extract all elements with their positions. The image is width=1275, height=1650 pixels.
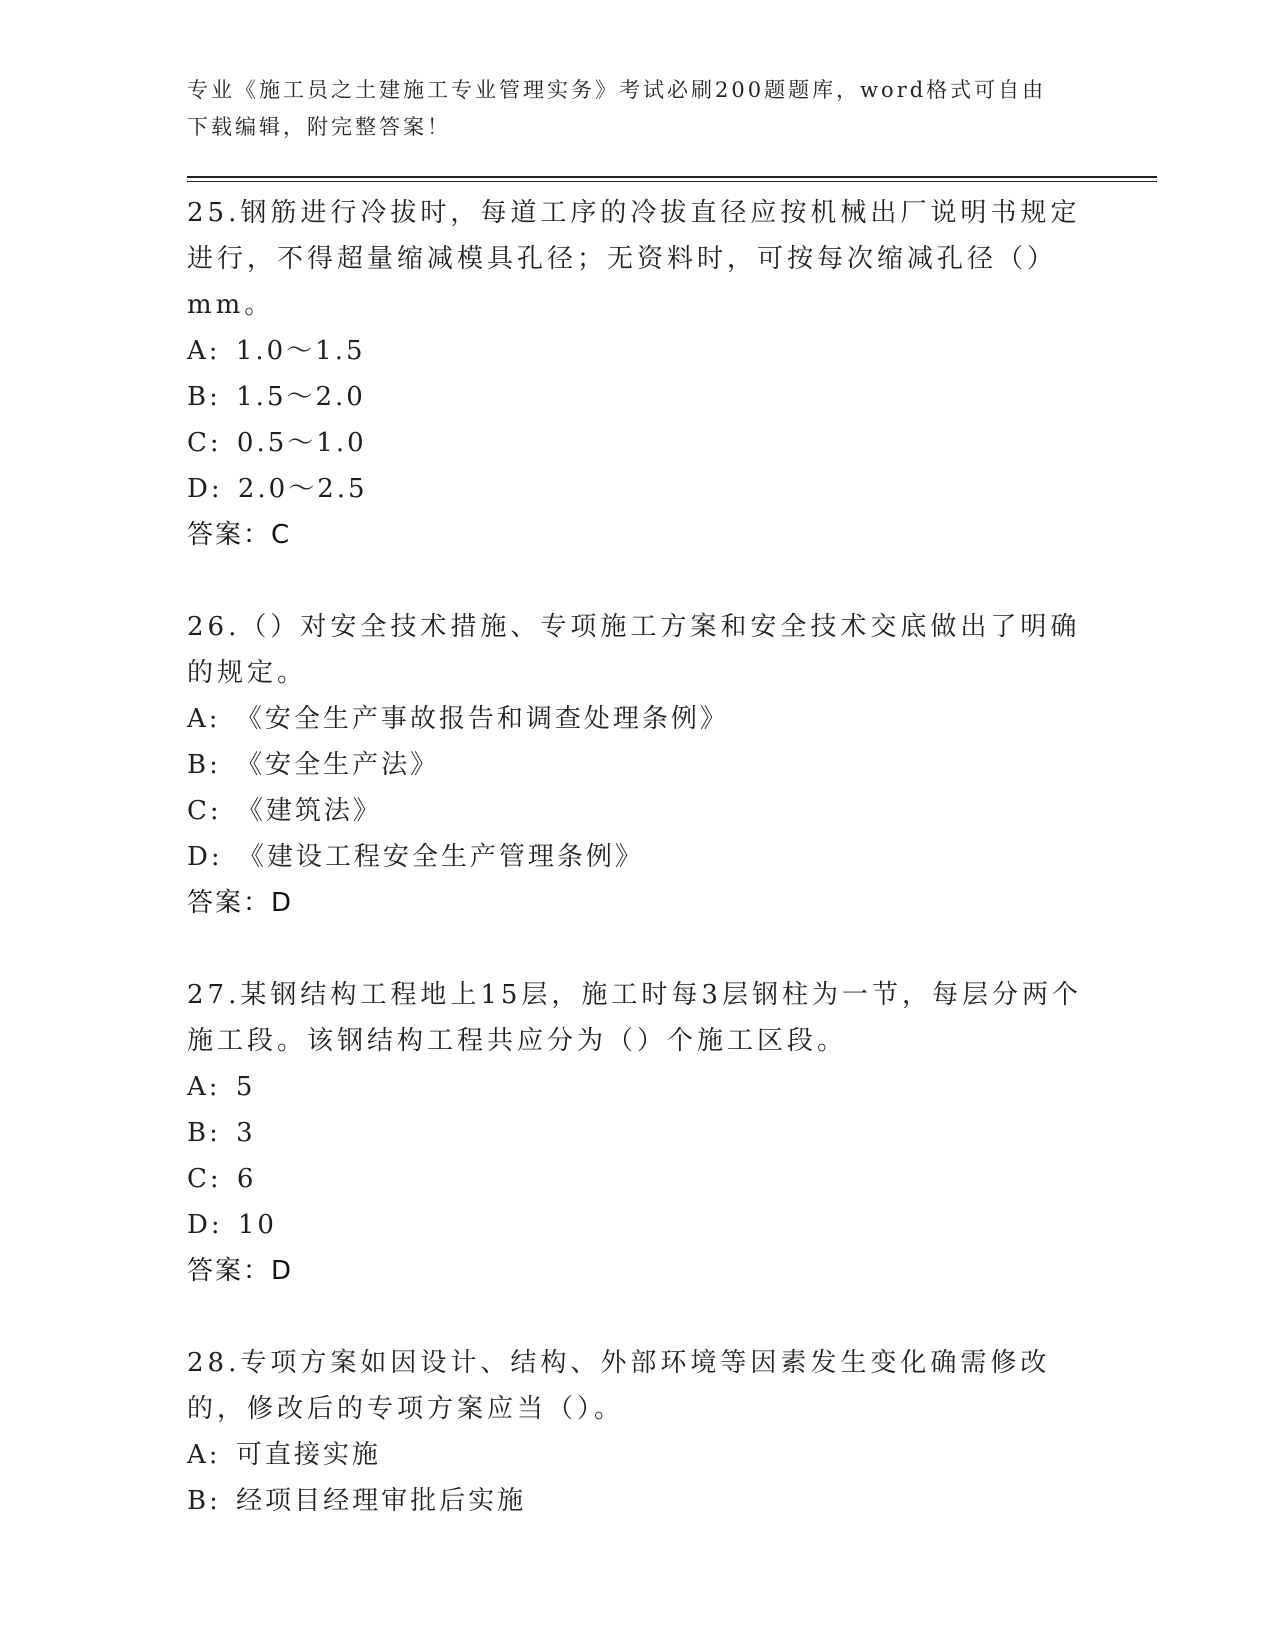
question-stem: 25.钢筋进行冷拔时，每道工序的冷拔直径应按机械出厂说明书规定进行，不得超量缩减模具孔径；无资料时，可按每次缩减孔径（）mm。	[187, 198, 1081, 320]
option-text: 《建设工程安全生产管理条例》	[237, 842, 644, 872]
option-text: 可直接实施	[235, 1440, 381, 1470]
option-text: 《安全生产法》	[236, 750, 440, 780]
question-27	[187, 972, 1087, 1294]
option-a	[187, 1432, 1087, 1478]
option-label: A:	[187, 1440, 221, 1470]
option-label: A:	[187, 1072, 221, 1102]
question-stem: 28.专项方案如因设计、结构、外部环境等因素发生变化确需修改的，修改后的专项方案应当（）。	[187, 1348, 1051, 1424]
option-label: C:	[187, 796, 222, 826]
option-text: 经项目经理审批后实施	[236, 1486, 527, 1516]
option-label: B:	[187, 1486, 221, 1516]
question-list	[187, 190, 1087, 1524]
option-c	[187, 1156, 1087, 1202]
option-label: D:	[187, 842, 223, 872]
question-28	[187, 1340, 1087, 1524]
option-text: 6	[236, 1164, 257, 1194]
option-b	[187, 1110, 1087, 1156]
option-text: 1.0～1.5	[235, 336, 366, 366]
option-text: 0.5～1.0	[236, 428, 367, 458]
question-25	[187, 190, 1087, 558]
option-text: 2.0～2.5	[237, 474, 368, 504]
option-text: 1.5～2.0	[236, 382, 366, 412]
option-label: A:	[187, 704, 221, 734]
option-d	[187, 1202, 1087, 1248]
option-label: B:	[187, 1118, 221, 1148]
option-c	[187, 420, 1087, 466]
option-text: 10	[237, 1210, 277, 1240]
option-text: 《建筑法》	[236, 796, 382, 826]
option-b	[187, 742, 1087, 788]
option-c	[187, 788, 1087, 834]
question-stem: 27.某钢结构工程地上15层，施工时每3层钢柱为一节，每层分两个施工段。该钢结构工程共应分为（）个施工区段。	[187, 980, 1082, 1056]
header-divider-thick	[187, 176, 1157, 178]
option-a	[187, 328, 1087, 374]
answer-line: 答案：C	[187, 520, 292, 550]
option-label: C:	[187, 1164, 222, 1194]
document-header	[187, 72, 1067, 146]
question-stem: 26.（）对安全技术措施、专项施工方案和安全技术交底做出了明确的规定。	[187, 612, 1081, 688]
option-text: 5	[235, 1072, 256, 1102]
option-a	[187, 1064, 1087, 1110]
option-a	[187, 696, 1087, 742]
question-26	[187, 604, 1087, 926]
answer-line: 答案：D	[187, 1256, 294, 1286]
header-divider-thin	[187, 181, 1157, 182]
option-label: B:	[187, 750, 221, 780]
option-b	[187, 374, 1087, 420]
option-label: A:	[187, 336, 221, 366]
option-label: D:	[187, 474, 223, 504]
option-label: B:	[187, 382, 221, 412]
option-text: 3	[236, 1118, 256, 1148]
option-b	[187, 1478, 1087, 1524]
option-label: C:	[187, 428, 222, 458]
option-d	[187, 466, 1087, 512]
option-d	[187, 834, 1087, 880]
option-label: D:	[187, 1210, 223, 1240]
option-text: 《安全生产事故报告和调查处理条例》	[235, 704, 729, 734]
answer-line: 答案：D	[187, 888, 294, 918]
document-title: 专业《施工员之土建施工专业管理实务》考试必刷200题题库，word格式可自由下载编辑，附完整答案！	[187, 78, 1047, 139]
